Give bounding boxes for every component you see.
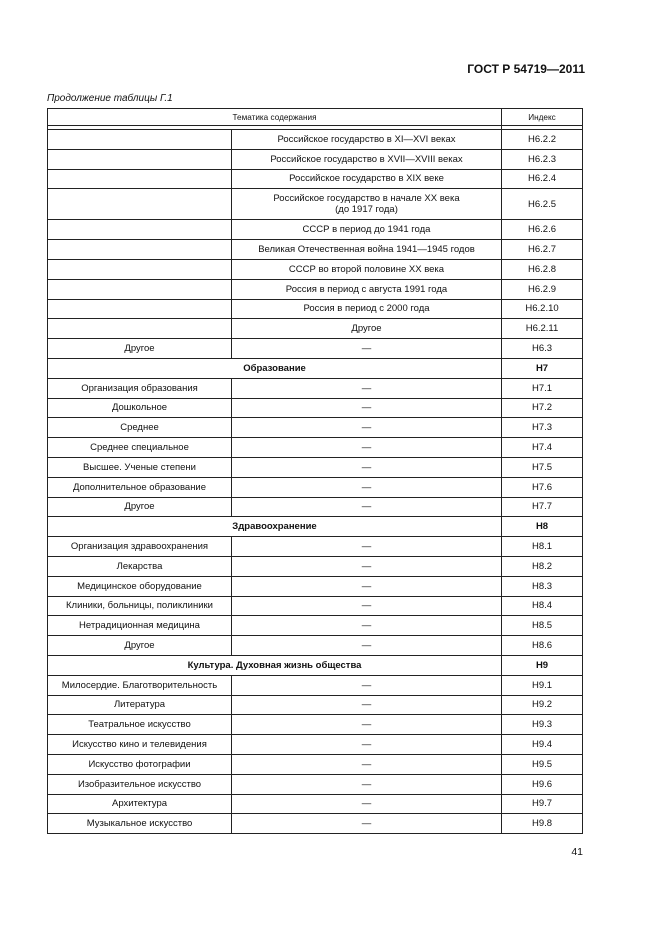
index-cell: Н8 xyxy=(502,517,583,537)
topic-cell: Клиники, больницы, поликлиники xyxy=(48,596,232,616)
subtopic-cell: — xyxy=(232,497,502,517)
table-row xyxy=(48,794,583,814)
table-row xyxy=(48,189,583,220)
table-row xyxy=(48,398,583,418)
subtopic-cell: — xyxy=(232,398,502,418)
table-row xyxy=(48,339,583,359)
section-row xyxy=(48,358,583,378)
subtopic-cell: — xyxy=(232,774,502,794)
table-row xyxy=(48,457,583,477)
table-row xyxy=(48,616,583,636)
index-cell: Н9.1 xyxy=(502,675,583,695)
table-row xyxy=(48,438,583,458)
index-cell: Н9.5 xyxy=(502,754,583,774)
subtopic-cell: — xyxy=(232,378,502,398)
column-header-topic: Тематика содержания xyxy=(48,109,502,126)
subtopic-cell: СССР во второй половине XX века xyxy=(232,259,502,279)
section-title: Образование xyxy=(48,358,502,378)
topic-cell: Милосердие. Благотворительность xyxy=(48,675,232,695)
table-header-row xyxy=(48,109,583,126)
index-cell: Н9.7 xyxy=(502,794,583,814)
table-row xyxy=(48,537,583,557)
table-row xyxy=(48,130,583,150)
table-row xyxy=(48,715,583,735)
column-header-index: Индекс xyxy=(502,109,583,126)
topics-table xyxy=(47,108,583,834)
index-cell: Н9.8 xyxy=(502,814,583,834)
topic-cell: Искусство кино и телевидения xyxy=(48,735,232,755)
index-cell: Н9.6 xyxy=(502,774,583,794)
index-cell: Н7.4 xyxy=(502,438,583,458)
subtopic-cell: — xyxy=(232,418,502,438)
index-cell: Н6.2.6 xyxy=(502,220,583,240)
index-cell: Н6.2.10 xyxy=(502,299,583,319)
topic-cell: Театральное искусство xyxy=(48,715,232,735)
subtopic-cell: — xyxy=(232,636,502,656)
subtopic-cell: — xyxy=(232,556,502,576)
topic-cell: Лекарства xyxy=(48,556,232,576)
index-cell: Н7.6 xyxy=(502,477,583,497)
table-row xyxy=(48,596,583,616)
index-cell: Н9.2 xyxy=(502,695,583,715)
topic-cell xyxy=(48,130,232,150)
table-row xyxy=(48,279,583,299)
table-row xyxy=(48,497,583,517)
table-row xyxy=(48,636,583,656)
section-row xyxy=(48,517,583,537)
table-row xyxy=(48,418,583,438)
index-cell: Н9.3 xyxy=(502,715,583,735)
table-row xyxy=(48,814,583,834)
subtopic-cell: — xyxy=(232,715,502,735)
subtopic-cell: Россия в период с августа 1991 года xyxy=(232,279,502,299)
index-cell: Н7.2 xyxy=(502,398,583,418)
table-row xyxy=(48,319,583,339)
subtopic-cell: Российское государство в XVII—XVIII веках xyxy=(232,149,502,169)
subtopic-cell: — xyxy=(232,339,502,359)
index-cell: Н6.2.11 xyxy=(502,319,583,339)
index-cell: Н6.2.7 xyxy=(502,240,583,260)
index-cell: Н8.5 xyxy=(502,616,583,636)
topic-cell: Организация образования xyxy=(48,378,232,398)
index-cell: Н8.2 xyxy=(502,556,583,576)
topic-cell: Среднее xyxy=(48,418,232,438)
section-title: Культура. Духовная жизнь общества xyxy=(48,655,502,675)
subtopic-cell: — xyxy=(232,596,502,616)
section-row xyxy=(48,655,583,675)
page-number: 41 xyxy=(571,846,583,858)
topic-cell: Изобразительное искусство xyxy=(48,774,232,794)
topic-cell: Дошкольное xyxy=(48,398,232,418)
subtopic-cell: — xyxy=(232,754,502,774)
subtopic-cell: Российское государство в XI—XVI веках xyxy=(232,130,502,150)
index-cell: Н8.3 xyxy=(502,576,583,596)
index-cell: Н7.7 xyxy=(502,497,583,517)
topic-cell xyxy=(48,259,232,279)
table-row xyxy=(48,556,583,576)
table-row xyxy=(48,675,583,695)
table-row xyxy=(48,378,583,398)
subtopic-cell: Россия в период с 2000 года xyxy=(232,299,502,319)
topic-cell: Другое xyxy=(48,339,232,359)
table-row xyxy=(48,259,583,279)
table-continuation-caption: Продолжение таблицы Г.1 xyxy=(47,93,173,104)
table-row xyxy=(48,220,583,240)
index-cell: Н6.2.5 xyxy=(502,189,583,220)
table-row xyxy=(48,149,583,169)
document-standard-number: ГОСТ Р 54719—2011 xyxy=(467,62,585,76)
table-row xyxy=(48,169,583,189)
subtopic-cell: — xyxy=(232,457,502,477)
topic-cell: Дополнительное образование xyxy=(48,477,232,497)
topic-cell: Высшее. Ученые степени xyxy=(48,457,232,477)
index-cell: Н7 xyxy=(502,358,583,378)
index-cell: Н6.2.9 xyxy=(502,279,583,299)
index-cell: Н7.1 xyxy=(502,378,583,398)
subtopic-cell: — xyxy=(232,735,502,755)
index-cell: Н6.3 xyxy=(502,339,583,359)
subtopic-cell: — xyxy=(232,695,502,715)
subtopic-cell: — xyxy=(232,616,502,636)
table-row xyxy=(48,695,583,715)
subtopic-line-1: Российское государство в начале XX века xyxy=(273,193,460,205)
table-body xyxy=(48,130,583,834)
topic-cell xyxy=(48,149,232,169)
topic-cell: Другое xyxy=(48,636,232,656)
table-row xyxy=(48,240,583,260)
subtopic-cell: — xyxy=(232,438,502,458)
subtopic-cell: Великая Отечественная война 1941—1945 годов xyxy=(232,240,502,260)
topic-cell xyxy=(48,169,232,189)
table-row xyxy=(48,774,583,794)
subtopic-cell: — xyxy=(232,814,502,834)
topic-cell xyxy=(48,220,232,240)
index-cell: Н6.2.8 xyxy=(502,259,583,279)
topic-cell xyxy=(48,240,232,260)
topic-cell: Нетрадиционная медицина xyxy=(48,616,232,636)
section-title: Здравоохранение xyxy=(48,517,502,537)
topic-cell xyxy=(48,189,232,220)
table-row xyxy=(48,477,583,497)
subtopic-line-2: (до 1917 года) xyxy=(335,204,398,216)
topic-cell: Искусство фотографии xyxy=(48,754,232,774)
topic-cell xyxy=(48,319,232,339)
index-cell: Н6.2.4 xyxy=(502,169,583,189)
subtopic-cell: — xyxy=(232,537,502,557)
topic-cell: Музыкальное искусство xyxy=(48,814,232,834)
index-cell: Н8.4 xyxy=(502,596,583,616)
table-row xyxy=(48,754,583,774)
topic-cell: Организация здравоохранения xyxy=(48,537,232,557)
subtopic-cell: — xyxy=(232,477,502,497)
subtopic-cell: — xyxy=(232,794,502,814)
topic-cell: Медицинское оборудование xyxy=(48,576,232,596)
index-cell: Н7.3 xyxy=(502,418,583,438)
topic-cell xyxy=(48,299,232,319)
index-cell: Н6.2.3 xyxy=(502,149,583,169)
index-cell: Н8.1 xyxy=(502,537,583,557)
subtopic-cell: Российское государство в XIX веке xyxy=(232,169,502,189)
topic-cell: Литература xyxy=(48,695,232,715)
subtopic-cell: — xyxy=(232,576,502,596)
topic-cell xyxy=(48,279,232,299)
topic-cell: Архитектура xyxy=(48,794,232,814)
subtopic-cell: СССР в период до 1941 года xyxy=(232,220,502,240)
index-cell: Н8.6 xyxy=(502,636,583,656)
index-cell: Н7.5 xyxy=(502,457,583,477)
table-row xyxy=(48,299,583,319)
subtopic-cell: Другое xyxy=(232,319,502,339)
table-row xyxy=(48,735,583,755)
index-cell: Н9.4 xyxy=(502,735,583,755)
topic-cell: Среднее специальное xyxy=(48,438,232,458)
subtopic-cell: — xyxy=(232,675,502,695)
index-cell: Н9 xyxy=(502,655,583,675)
subtopic-cell xyxy=(232,189,502,220)
index-cell: Н6.2.2 xyxy=(502,130,583,150)
table-row xyxy=(48,576,583,596)
topic-cell: Другое xyxy=(48,497,232,517)
